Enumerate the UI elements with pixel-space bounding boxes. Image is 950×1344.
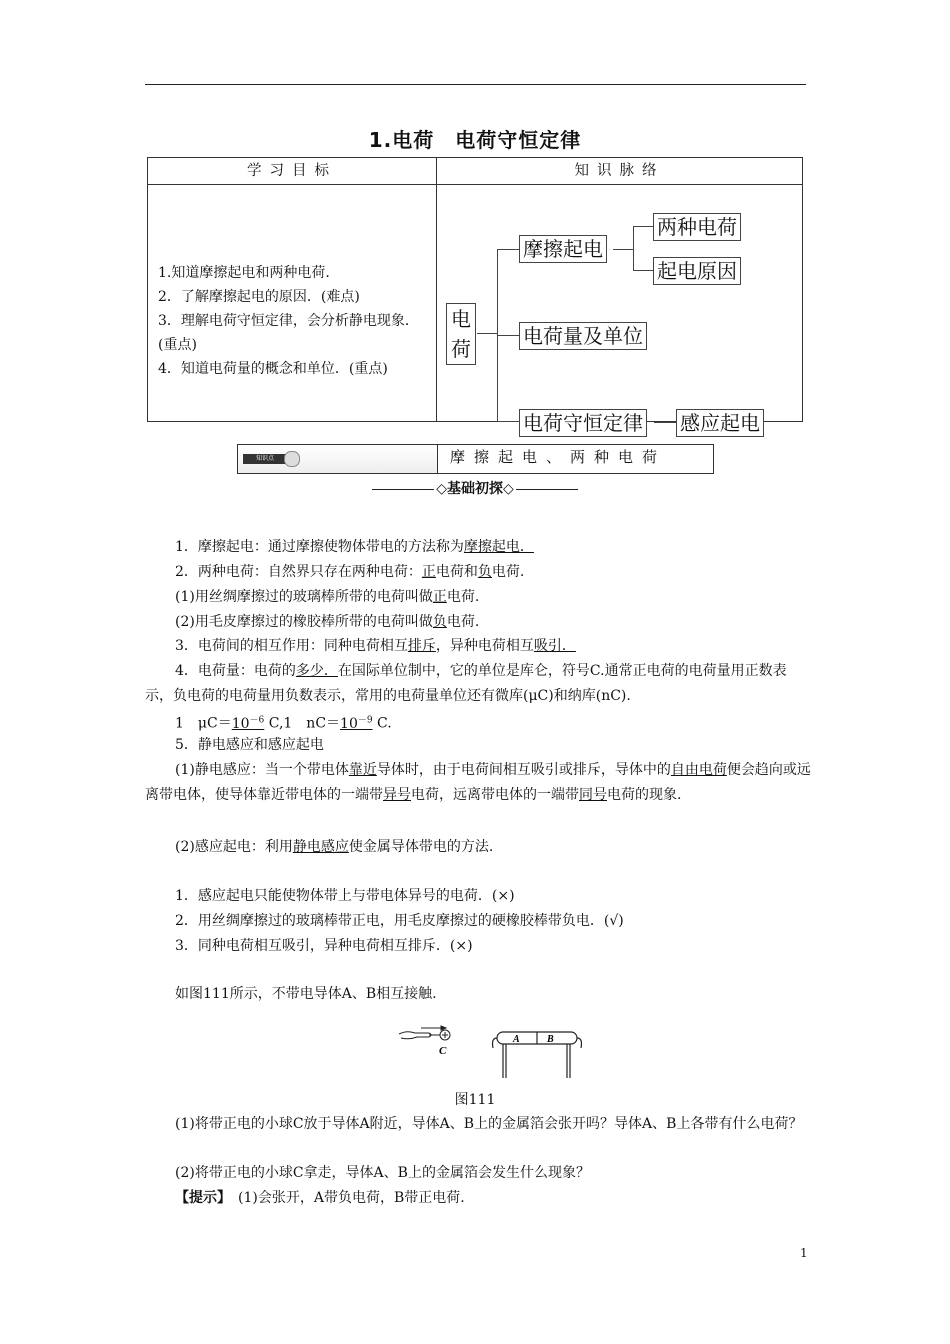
knowledge-point-chip: 知识点 [243, 454, 287, 464]
answer-blank: 异号 [383, 786, 411, 803]
goals-cell [148, 185, 437, 422]
para-glass-rod: (1)用丝绸摩擦过的玻璃棒所带的电荷叫做正电荷. [175, 589, 480, 605]
map-connector [497, 335, 519, 336]
label-a: A [513, 1034, 520, 1045]
map-connector [613, 249, 633, 250]
header-learning-goals: 学习目标 [148, 158, 437, 185]
para-induction-heading: 5．静电感应和感应起电 [175, 737, 324, 753]
question-1: (1)将带正电的小球C放于导体A附近，导体A、B上的金属箔会张开吗？导体A、B上各带有什么电荷？ [175, 1116, 803, 1132]
page-title: 1.电荷 电荷守恒定律 [368, 128, 582, 152]
para-charge-quantity: 4．电荷量：电荷的多少．在国际单位制中，它的单位是库仑，符号C.通常正电荷的电荷量用正数表示，负电荷的电荷量用负数表示，常用的电荷量单位还有微库(μC)和纳库(nC). [145, 663, 787, 704]
map-node-induction: 感应起电 [676, 409, 764, 437]
answer-blank: $10^{-6}$ [231, 715, 265, 732]
map-connector [497, 249, 519, 250]
objectives-table [147, 157, 803, 435]
judge-item: 2．用丝绸摩擦过的玻璃棒带正电，用毛皮摩擦过的硬橡胶棒带负电．(√) [175, 913, 624, 929]
section-heading [0, 478, 950, 498]
judge-item: 1．感应起电只能使物体带上与带电体异号的电荷．(×) [175, 888, 515, 904]
map-node-two-charges: 两种电荷 [653, 213, 741, 241]
judge-item: 3．同种电荷相互吸引，异种电荷相互排斥．(×) [175, 938, 473, 954]
map-node-friction: 摩擦起电 [519, 235, 607, 263]
header-rule [145, 84, 806, 85]
section-title: ◇基础初探◇ [436, 481, 514, 497]
label-c: C [439, 1045, 447, 1057]
goal-item: 3．理解电荷守恒定律，会分析静电现象．(重点) [158, 313, 419, 353]
para-induction-charging: (2)感应起电：利用静电感应使金属导体带电的方法. [175, 839, 494, 855]
goal-item: 4．知道电荷量的概念和单位．(重点) [158, 361, 388, 377]
para-unit-conversion: 1 $\mu C=10^{-6}$ C,1 $nC=10^{-9}$ C. [175, 715, 392, 732]
answer-blank: 正 [432, 589, 447, 605]
section-rule [372, 489, 434, 490]
answer-blank: 负 [432, 614, 447, 630]
hint-text: (1)会张开，A带负电荷，B带正电荷. [224, 1190, 465, 1206]
goal-item: 2．了解摩擦起电的原因．(难点) [158, 289, 360, 305]
answer-blank: 靠近 [348, 762, 377, 778]
label-b: B [547, 1034, 554, 1045]
figure-caption: 图111 [454, 1092, 496, 1108]
map-connector [633, 226, 653, 227]
answer-blank: 吸引． [533, 638, 576, 654]
map-connector [633, 270, 653, 271]
map-root: 电荷 [446, 303, 476, 365]
knowledge-point-badge [238, 445, 438, 473]
answer-blank: 摩擦起电． [463, 539, 534, 555]
hand-with-ball-icon [399, 1026, 450, 1040]
answer-blank: 静电感应 [292, 839, 349, 855]
answer-blank: 自由电荷 [670, 762, 727, 778]
answer-blank: 正 [421, 564, 436, 580]
answer-blank: 多少． [295, 663, 338, 679]
question-2: (2)将带正电的小球C拿走，导体A、B上的金属箔会发生什么现象？ [175, 1165, 590, 1181]
map-node-conservation: 电荷守恒定律 [519, 409, 647, 437]
page-number: 1 [800, 1246, 808, 1260]
answer-blank: 排斥 [407, 638, 436, 654]
map-connector [654, 422, 676, 423]
answer-blank: $10^{-9}$ [340, 715, 373, 732]
section-rule [516, 489, 578, 490]
map-connector [633, 226, 634, 270]
knowledge-point-bar [237, 444, 714, 474]
map-connector [477, 333, 497, 334]
knowledge-map-cell [437, 185, 803, 435]
para-interaction: 3．电荷间的相互作用：同种电荷相互排斥，异种电荷相互吸引． [175, 638, 576, 654]
badge-knob-icon [284, 451, 300, 467]
para-rubber-rod: (2)用毛皮摩擦过的橡胶棒所带的电荷叫做负电荷. [175, 614, 480, 630]
header-knowledge-map: 知识脉络 [437, 158, 803, 185]
answer-blank: 负 [477, 564, 492, 580]
hint-label: 【提示】 [175, 1190, 224, 1206]
map-connector [497, 421, 519, 422]
answer-blank: 同号 [579, 786, 607, 803]
para-electrostatic-induction: (1)静电感应：当一个带电体靠近导体时，由于电荷间相互吸引或排斥，导体中的自由电荷便会趋向或远离带电体，使导体靠近带电体的一端带异号电荷，远离带电体的一端带同号电荷的现象. [145, 762, 811, 803]
knowledge-point-title: 摩擦起电、两种电荷 [450, 448, 667, 466]
para-friction-charging: 1．摩擦起电：通过摩擦使物体带电的方法称为摩擦起电． [175, 539, 534, 555]
conductor-ab [493, 1032, 582, 1078]
map-node-cause: 起电原因 [653, 257, 741, 285]
goal-item: 1.知道摩擦起电和两种电荷. [158, 265, 330, 281]
map-node-quantity: 电荷量及单位 [519, 322, 647, 350]
figure-intro: 如图111所示，不带电导体A、B相互接触. [175, 986, 437, 1002]
conductor-figure [395, 1020, 585, 1084]
hint [145, 1186, 811, 1211]
goal-list [158, 261, 434, 381]
para-two-charges: 2．两种电荷：自然界只存在两种电荷：正电荷和负电荷. [175, 564, 525, 580]
